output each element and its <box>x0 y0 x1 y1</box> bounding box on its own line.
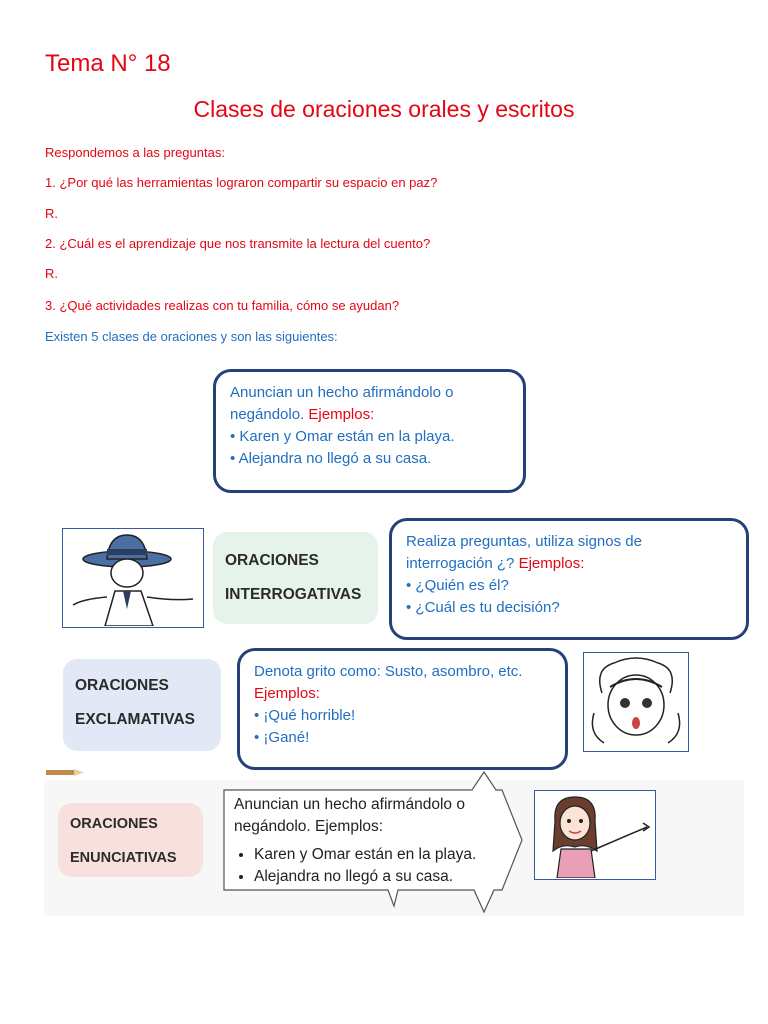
label-line: ORACIONES <box>225 552 319 569</box>
surprised-child-illustration <box>583 652 689 752</box>
example-item: • ¡Qué horrible! <box>254 707 356 724</box>
definition-line: Denota grito como: Susto, asombro, etc. <box>254 663 523 680</box>
example-item: • Alejandra no llegó a su casa. <box>230 450 432 467</box>
enunciativas-label-card <box>58 803 203 877</box>
interrogativas-definition-box <box>389 518 749 640</box>
label-line: ORACIONES <box>70 816 158 832</box>
label-line: ENUNCIATIVAS <box>70 850 177 866</box>
topic-title: Tema N° 18 <box>45 50 171 77</box>
label-line: INTERROGATIVAS <box>225 586 362 603</box>
examples-label: Ejemplos: <box>254 685 320 702</box>
example-item: • ¿Cuál es tu decisión? <box>406 599 560 616</box>
example-item: • ¡Gané! <box>254 729 310 746</box>
page-title: Clases de oraciones orales y escritos <box>193 96 575 122</box>
list-item: • Karen y Omar están en la playa. <box>254 844 504 866</box>
answer-1: R. <box>45 206 58 221</box>
interrogativas-label-card <box>213 532 378 624</box>
definition-line: Anuncian un hecho afirmándolo o <box>230 384 454 401</box>
label-line: ORACIONES <box>75 677 169 694</box>
example-item: • Karen y Omar están en la playa. <box>230 428 455 445</box>
enunciativas-definition-box <box>213 369 526 493</box>
example-item: • ¿Quién es él? <box>406 577 509 594</box>
exclamativas-definition-box <box>237 648 568 770</box>
answer-2: R. <box>45 266 58 281</box>
girl-pointing-illustration <box>534 790 656 880</box>
definition-line: negándolo. Ejemplos: <box>230 406 375 423</box>
man-hat-illustration <box>62 528 204 628</box>
callout-list <box>234 844 504 888</box>
label-line: EXCLAMATIVAS <box>75 711 195 728</box>
question-3: 3. ¿Qué actividades realizas con tu familia, cómo se ayudan? <box>45 298 400 313</box>
question-1: 1. ¿Por qué las herramientas lograron compartir su espacio en paz? <box>45 175 438 190</box>
exclamativas-label-card <box>63 659 221 751</box>
examples-label: Ejemplos: <box>518 555 585 572</box>
definition-line: Realiza preguntas, utiliza signos de <box>406 533 642 550</box>
pencil-icon <box>44 768 94 778</box>
question-2: 2. ¿Cuál es el aprendizaje que nos transmite la lectura del cuento? <box>45 236 431 251</box>
list-item: • Alejandra no llegó a su casa. <box>254 866 504 888</box>
classes-intro: Existen 5 clases de oraciones y son las siguientes: <box>45 329 338 344</box>
questions-intro: Respondemos a las preguntas: <box>45 145 225 160</box>
callout-line: Anuncian un hecho afirmándolo o <box>234 796 465 813</box>
definition-line: interrogación ¿? Ejemplos: <box>406 555 585 572</box>
examples-label: Ejemplos: <box>308 406 375 423</box>
callout-line: negándolo. Ejemplos: <box>234 818 384 835</box>
enunciativas-callout-text <box>234 794 504 888</box>
